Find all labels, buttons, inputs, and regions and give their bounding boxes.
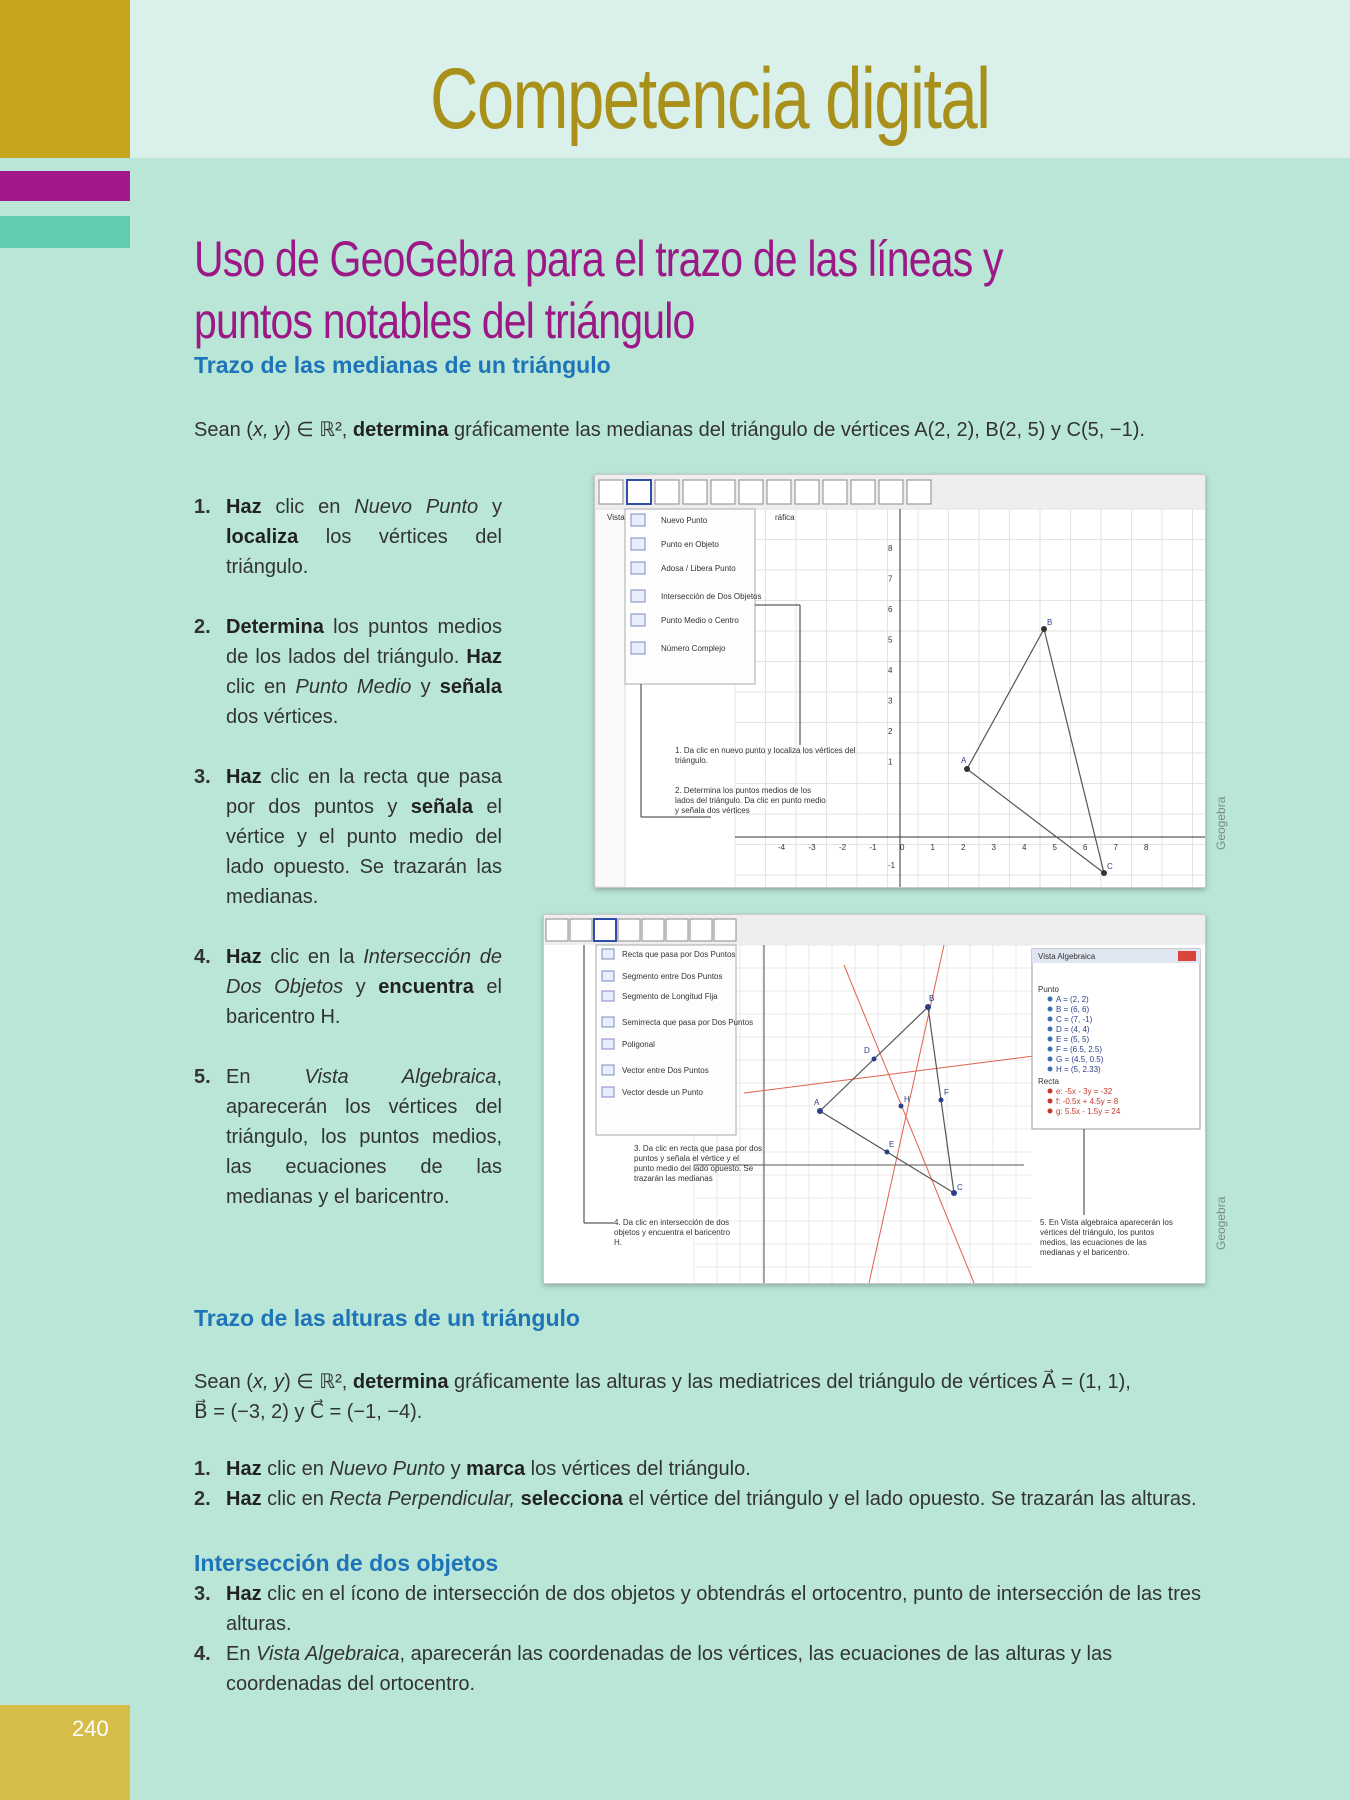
menu-tool-icon xyxy=(631,590,645,602)
menu-tool-icon xyxy=(631,614,645,626)
point-h[interactable] xyxy=(899,1104,904,1109)
page-number-tab xyxy=(0,1705,130,1800)
list-item: 1. Haz clic en Nuevo Punto y localiza los vértices del triángulo. xyxy=(194,496,502,578)
menu-tool-icon xyxy=(631,642,645,654)
graphic-label: ráfica xyxy=(775,513,795,522)
menu-tool-icon xyxy=(602,991,614,1001)
note-3-line: punto medio del lado opuesto. Se xyxy=(634,1164,754,1173)
menu-item: Punto Medio o Centro xyxy=(661,616,739,625)
point-b[interactable] xyxy=(925,1004,931,1010)
note-5-line: 5. En Vista algebraica aparecerán los xyxy=(1040,1218,1173,1227)
y-tick-label: 6 xyxy=(888,605,893,614)
point-g[interactable] xyxy=(885,1150,890,1155)
algebra-point: C = (7, -1) xyxy=(1056,1015,1093,1024)
algebra-point: A = (2, 2) xyxy=(1056,995,1089,1004)
menu-tool-icon xyxy=(602,949,614,959)
x-tick-label: 1 xyxy=(930,843,935,852)
algebra-point: G = (4.5, 0.5) xyxy=(1056,1055,1104,1064)
page-number: 240 xyxy=(72,1716,109,1741)
interseccion-steps xyxy=(194,1579,1209,1699)
algebra-point-bullet xyxy=(1048,1047,1053,1052)
point-a[interactable] xyxy=(817,1108,823,1114)
note-2-line-2: lados del triángulo. Da clic en punto medio xyxy=(675,796,826,805)
menu-item: Recta que pasa por Dos Puntos xyxy=(622,950,736,959)
menu-tool-icon xyxy=(631,514,645,526)
alturas-intro-1: Sean (x, y) ∈ ℝ², determina gráficamente las alturas y las mediatrices del triángulo de vértices A⃗ = (1, 1), xyxy=(194,1371,1131,1393)
algebra-point-bullet xyxy=(1048,1057,1053,1062)
note-3-line: 3. Da clic en recta que pasa por dos xyxy=(634,1144,763,1153)
x-tick-label: 8 xyxy=(1144,843,1149,852)
label-b: B xyxy=(1047,618,1053,627)
alturas-intro-2: B⃗ = (−3, 2) y C⃗ = (−1, −4). xyxy=(194,1401,423,1423)
note-5-line: medios, las ecuaciones de las xyxy=(1040,1238,1147,1247)
list-item: 5. En Vista Algebraica, aparecerán los vértices del triángulo, los puntos medios, las ecuaciones de las medianas y el baricentro. xyxy=(194,1066,502,1208)
credit-geogebra-2: Geogebra xyxy=(1214,1196,1228,1250)
geogebra-screenshot-1 xyxy=(594,474,1206,888)
note-2-line-3: y señala dos vértices xyxy=(675,806,750,815)
y-tick-label: 8 xyxy=(888,544,893,553)
section-title: Uso de GeoGebra para el trazo de las líneas y puntos notables del triángulo xyxy=(194,230,1003,349)
algebra-point-bullet xyxy=(1048,1037,1053,1042)
heading-medianas: Trazo de las medianas de un triángulo xyxy=(194,352,611,378)
menu-item: Segmento entre Dos Puntos xyxy=(622,972,723,981)
label-c: C xyxy=(1107,862,1113,871)
note-1-line-1: 1. Da clic en nuevo punto y localiza los vértices del xyxy=(675,746,856,755)
note-4-line: H. xyxy=(614,1238,622,1247)
list-item: 3. Haz clic en el ícono de intersección de dos objetos y obtendrás el ortocentro, punto de intersección de las tres alturas. xyxy=(194,1583,1202,1635)
list-item: 4. En Vista Algebraica, aparecerán las coordenadas de los vértices, las ecuaciones de las alturas y las coordenadas del ortocentro. xyxy=(194,1643,1113,1695)
banner-title: Competencia digital xyxy=(430,51,990,147)
left-magenta-stripe xyxy=(0,171,130,201)
x-tick-label: 2 xyxy=(961,843,966,852)
algebra-point-bullet xyxy=(1048,1017,1053,1022)
menu-tool-icon xyxy=(631,538,645,550)
note-3-line: trazarán las medianas xyxy=(634,1174,713,1183)
medianas-intro: Sean (x, y) ∈ ℝ², determina gráficamente las medianas del triángulo de vértices A(2, 2), B(2, 5) y C(5, −1). xyxy=(194,419,1145,441)
medianas-steps xyxy=(194,492,502,1242)
list-item: 2. Determina los puntos medios de los lados del triángulo. Haz clic en Punto Medio y señala dos vértices. xyxy=(194,616,503,728)
algebra-line: f: -0.5x + 4.5y = 8 xyxy=(1056,1097,1119,1106)
algebra-point-bullet xyxy=(1048,997,1053,1002)
note-3-line: puntos y señala el vértice y el xyxy=(634,1154,739,1163)
label-e: E xyxy=(889,1140,895,1149)
menu-item: Segmento de Longitud Fija xyxy=(622,992,718,1001)
algebra-point-bullet xyxy=(1048,1007,1053,1012)
list-item: 2. Haz clic en Recta Perpendicular, selecciona el vértice del triángulo y el lado opuesto. Se trazarán las alturas. xyxy=(194,1488,1197,1510)
x-tick-label: -2 xyxy=(839,843,847,852)
credit-geogebra-1: Geogebra xyxy=(1214,796,1228,850)
heading-interseccion: Intersección de dos objetos xyxy=(194,1550,499,1576)
x-tick-label: 7 xyxy=(1113,843,1118,852)
point-a[interactable] xyxy=(964,766,970,772)
algebra-line-bullet xyxy=(1048,1089,1053,1094)
algebra-point: E = (5, 5) xyxy=(1056,1035,1090,1044)
label-b: B xyxy=(929,994,935,1003)
algebra-point: H = (5, 2.33) xyxy=(1056,1065,1101,1074)
list-item: 4. Haz clic en la Intersección de Dos Objetos y encuentra el baricentro H. xyxy=(194,946,502,1028)
y-tick-label: 4 xyxy=(888,666,893,675)
note-4-line: objetos y encuentra el baricentro xyxy=(614,1228,731,1237)
y-tick-label: 3 xyxy=(888,696,893,706)
menu-tool-icon xyxy=(602,1065,614,1075)
label-h: H xyxy=(904,1095,910,1104)
menu-item: Número Complejo xyxy=(661,644,726,653)
menu-tool-icon xyxy=(602,1087,614,1097)
x-tick-label: 5 xyxy=(1052,843,1057,852)
menu-item: Adosa / Libera Punto xyxy=(661,564,736,573)
x-tick-label: -4 xyxy=(778,843,786,852)
alturas-steps xyxy=(194,1454,1209,1514)
algebra-line-bullet xyxy=(1048,1109,1053,1114)
label-a: A xyxy=(961,756,967,765)
algebra-group-punto: Punto xyxy=(1038,985,1059,994)
x-tick-label: 6 xyxy=(1083,843,1088,852)
view-label: Vista xyxy=(607,513,625,522)
y-tick-label: -1 xyxy=(888,861,896,870)
y-tick-label: 1 xyxy=(888,757,893,767)
left-teal-stripe xyxy=(0,216,130,248)
x-tick-label: -1 xyxy=(869,843,877,852)
algebra-point-bullet xyxy=(1048,1067,1053,1072)
algebra-line: g: 5.5x - 1.5y = 24 xyxy=(1056,1107,1121,1116)
algebra-group-recta: Recta xyxy=(1038,1077,1059,1086)
menu-item: Punto en Objeto xyxy=(661,540,719,549)
menu-tool-icon xyxy=(602,1039,614,1049)
menu-item: Nuevo Punto xyxy=(661,516,708,525)
note-5-line: medianas y el baricentro. xyxy=(1040,1248,1130,1257)
x-tick-label: 4 xyxy=(1022,843,1027,852)
heading-alturas: Trazo de las alturas de un triángulo xyxy=(194,1305,580,1331)
left-gold-tab xyxy=(0,0,130,158)
x-tick-label: 0 xyxy=(900,843,905,852)
geogebra-screenshot-2 xyxy=(543,914,1206,1284)
label-c: C xyxy=(957,1183,963,1192)
point-f[interactable] xyxy=(939,1098,944,1103)
menu-item: Semirrecta que pasa por Dos Puntos xyxy=(622,1018,754,1027)
menu-tool-icon xyxy=(602,971,614,981)
y-tick-label: 2 xyxy=(888,727,893,736)
menu-item: Vector desde un Punto xyxy=(622,1088,703,1097)
algebra-line: e: -5x - 3y = -32 xyxy=(1056,1087,1113,1096)
algebra-line-bullet xyxy=(1048,1099,1053,1104)
x-tick-label: -3 xyxy=(808,843,816,852)
algebra-point: D = (4, 4) xyxy=(1056,1025,1090,1034)
note-5-line: vértices del triángulo, los puntos xyxy=(1040,1228,1155,1237)
note-1-line-2: triángulo. xyxy=(675,756,708,765)
algebra-point: F = (6.5, 2.5) xyxy=(1056,1045,1103,1054)
algebra-point-bullet xyxy=(1048,1027,1053,1032)
algebra-point: B = (6, 6) xyxy=(1056,1005,1090,1014)
menu-tool-icon xyxy=(602,1017,614,1027)
list-item: 1. Haz clic en Nuevo Punto y marca los vértices del triángulo. xyxy=(194,1458,751,1480)
point-d[interactable] xyxy=(872,1057,877,1062)
list-item: 3. Haz clic en la recta que pasa por dos puntos y señala el vértice y el punto medio del lado opuesto. Se trazarán las medianas. xyxy=(194,766,502,908)
y-tick-label: 7 xyxy=(888,574,893,584)
label-d: D xyxy=(864,1046,870,1055)
y-tick-label: 5 xyxy=(888,635,893,645)
menu-item: Poligonal xyxy=(622,1040,655,1049)
algebra-title: Vista Algebraica xyxy=(1038,952,1096,961)
menu-item: Intersección de Dos Objetos xyxy=(661,592,762,601)
label-f: F xyxy=(944,1088,949,1097)
x-tick-label: 3 xyxy=(991,843,996,852)
label-a: A xyxy=(814,1098,820,1107)
note-2-line-1: 2. Determina los puntos medios de los xyxy=(675,786,812,795)
menu-tool-icon xyxy=(631,562,645,574)
menu-item: Vector entre Dos Puntos xyxy=(622,1066,709,1075)
note-4-line: 4. Da clic en intersección de dos xyxy=(614,1218,730,1227)
